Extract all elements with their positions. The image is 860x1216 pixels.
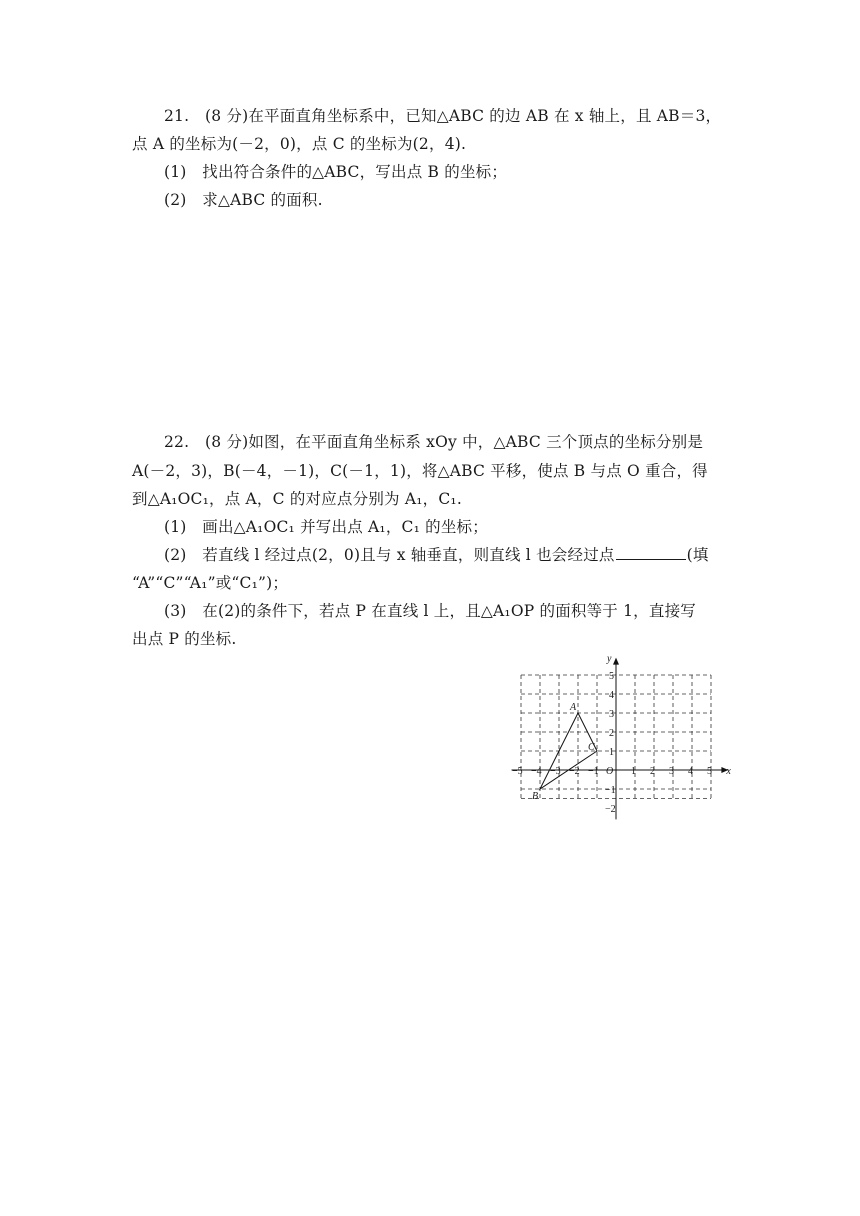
y-tick-label: −1 bbox=[605, 785, 616, 796]
x-axis-label: x bbox=[726, 766, 731, 777]
q22-sub3-cont: 出点 P 的坐标. bbox=[132, 630, 237, 648]
q22-subquestion-3: (3) 在(2)的条件下，若点 P 在直线 l 上，且△A₁OP 的面积等于 1，直接写 bbox=[164, 602, 696, 620]
y-tick-label: 5 bbox=[609, 671, 614, 682]
q22-line-3: 到△A₁OC₁，点 A，C 的对应点分别为 A₁，C₁. bbox=[132, 490, 462, 508]
x-tick-label: 3 bbox=[669, 766, 674, 777]
answer-blank bbox=[616, 545, 686, 560]
y-axis-label: y bbox=[607, 653, 612, 665]
q22-sub2-text: (2) 若直线 l 经过点(2，0)且与 x 轴垂直，则直线 l 也会经过点 bbox=[164, 546, 615, 564]
y-axis-arrow-icon bbox=[613, 658, 619, 665]
y-tick-label: 4 bbox=[609, 690, 614, 701]
x-tick-label: 4 bbox=[688, 766, 693, 777]
vertex-label-b: B bbox=[532, 791, 539, 802]
q22-subquestion-1: (1) 画出△A₁OC₁ 并写出点 A₁，C₁ 的坐标； bbox=[164, 518, 488, 536]
q21-line-2: 点 A 的坐标为(－2，0)，点 C 的坐标为(2，4). bbox=[132, 135, 467, 153]
x-tick-label: −2 bbox=[569, 766, 580, 777]
q22-sub2-options: “A”“C”“A₁”或“C₁”)； bbox=[132, 574, 289, 592]
q21-line-1: 21. (8 分)在平面直角坐标系中，已知△ABC 的边 AB 在 x 轴上，且 AB＝3， bbox=[164, 107, 722, 125]
x-tick-label: 2 bbox=[650, 766, 655, 777]
x-tick-label: 5 bbox=[707, 766, 712, 777]
y-tick-label: 2 bbox=[609, 728, 614, 739]
vertex-label-a: A bbox=[570, 702, 577, 713]
q22-line-2: A(－2，3)，B(－4，－1)，C(－1，1)，将△ABC 平移，使点 B 与点 O 重合，得 bbox=[132, 462, 708, 480]
x-tick-label: −4 bbox=[531, 766, 542, 777]
x-tick-label: 1 bbox=[631, 766, 636, 777]
origin-label: O bbox=[606, 766, 614, 777]
coordinate-figure bbox=[504, 648, 734, 820]
x-tick-label: −1 bbox=[588, 766, 599, 777]
y-tick-label: 3 bbox=[609, 709, 614, 720]
y-tick-label: 1 bbox=[609, 747, 614, 758]
q22-sub2-fill-hint: (填 bbox=[686, 546, 709, 564]
q21-subquestion-2: (2) 求△ABC 的面积. bbox=[164, 191, 323, 209]
x-tick-label: −5 bbox=[512, 766, 523, 777]
x-tick-label: −3 bbox=[550, 766, 561, 777]
q21-subquestion-1: (1) 找出符合条件的△ABC，写出点 B 的坐标； bbox=[164, 163, 508, 181]
q22-subquestion-2 bbox=[164, 545, 709, 565]
vertex-label-c: C bbox=[588, 742, 595, 753]
y-tick-label: −2 bbox=[605, 804, 616, 815]
q22-line-1: 22. (8 分)如图，在平面直角坐标系 xOy 中，△ABC 三个顶点的坐标分别是 bbox=[164, 433, 704, 451]
